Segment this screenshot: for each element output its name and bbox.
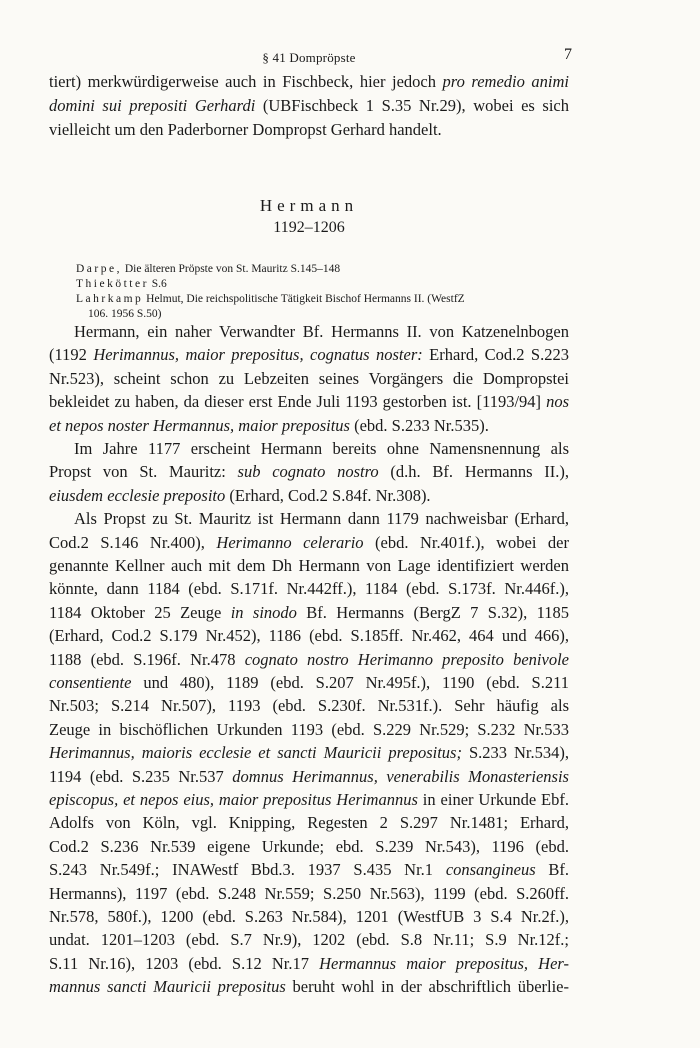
section-heading-dates: 1192–1206 xyxy=(273,219,345,236)
text-run: (Erhard, Cod.2 S.179 Nr.452), 1186 (ebd. S.185ff. Nr.462, 464 und 466), xyxy=(49,626,569,646)
literature-text: S.6 xyxy=(148,278,167,290)
text-line xyxy=(49,392,569,412)
literature-author: Lahrkamp xyxy=(76,293,144,305)
italic-quote: eiusdem ecclesie preposito xyxy=(49,485,226,505)
literature-text: Die älteren Pröpste von St. Mauritz S.145–148 xyxy=(121,263,341,275)
text-run: Cod.2 S.146 Nr.400), xyxy=(49,532,217,552)
text-run: Nr.523), scheint schon zu Lebzeiten seines Vorgängers die Dompropstei xyxy=(49,368,569,388)
text-run: Bf. Hermanns (BergZ 7 S.32), 1185 xyxy=(296,602,569,622)
italic-quote: Herimanno celerario xyxy=(216,532,364,552)
literature-text: 106. 1956 S.50) xyxy=(88,308,162,320)
italic-quote: nos xyxy=(546,392,569,412)
text-line xyxy=(74,439,569,459)
literature-author: Thiekötter xyxy=(76,278,149,290)
italic-quote: Hermannus maior prepositus, Her- xyxy=(319,953,569,973)
italic-quote: consentiente xyxy=(49,673,132,692)
text-run: Nr.503; S.214 Nr.507), 1193 (ebd. S.230f. Nr.531f.). Sehr häufig als xyxy=(49,696,569,716)
literature-entry xyxy=(76,292,569,306)
text-run: (UBFischbeck 1 S.35 Nr.29), wobei es sich xyxy=(255,96,569,115)
text-line xyxy=(49,603,569,623)
text-line xyxy=(49,579,569,599)
text-run: und 480), 1189 (ebd. S.207 Nr.495f.), 1190 (ebd. S.211 xyxy=(131,673,569,692)
text-run: könnte, dann 1184 (ebd. S.171f. Nr.442ff.), 1184 (ebd. S.173f. Nr.446f.), xyxy=(49,579,569,599)
text-line xyxy=(49,673,569,693)
text-line xyxy=(49,767,569,787)
italic-quote: mannus sancti Mauricii prepositus xyxy=(49,977,286,997)
text-run: vielleicht um den Paderborner Dompropst Gerhard handelt. xyxy=(49,120,442,139)
text-line xyxy=(49,462,569,482)
text-line xyxy=(49,533,569,553)
text-run: Cod.2 S.236 Nr.539 eigene Urkunde; ebd. S.239 Nr.543), 1196 (ebd. xyxy=(49,836,569,856)
text-line xyxy=(49,556,569,576)
text-run: 1184 Oktober 25 Zeuge xyxy=(49,602,231,622)
text-line xyxy=(49,790,569,810)
text-line xyxy=(49,743,569,763)
text-run: 1194 (ebd. S.235 Nr.537 xyxy=(49,766,233,786)
text-run: S.243 Nr.549f.; INAWestf Bbd.3. 1937 S.435 Nr.1 xyxy=(49,860,446,880)
text-line xyxy=(49,345,569,365)
text-line xyxy=(74,322,569,342)
text-run: Propst von St. Mauritz: xyxy=(49,462,238,482)
text-run: S.11 Nr.16), 1203 (ebd. S.12 Nr.17 xyxy=(49,953,320,973)
italic-quote: consangineus xyxy=(445,860,536,880)
literature-author: Darpe, xyxy=(76,263,122,275)
text-run: genannte Kellner auch mit dem Dh Hermann von Lage identifiziert werden xyxy=(49,556,569,575)
text-run: Hermanns), 1197 (ebd. S.248 Nr.559; S.250 Nr.563), 1199 (ebd. S.260ff. xyxy=(49,883,569,903)
text-run: Als Propst zu St. Mauritz ist Hermann dann 1179 nachweisbar (Erhard, xyxy=(74,509,569,529)
italic-quote: Herimannus, maioris ecclesie et sancti Mauricii prepositus; xyxy=(49,743,462,763)
italic-quote: in sinodo xyxy=(230,602,297,622)
text-line xyxy=(49,977,569,997)
text-line xyxy=(49,369,569,389)
page-number: 7 xyxy=(564,46,572,63)
text-run: Nr.578, 580f.), 1200 (ebd. S.263 Nr.584), 1201 (WestfUB 3 S.4 Nr.2f.), xyxy=(49,907,569,926)
italic-quote: et nepos noster Hermannus, maior prepositus xyxy=(49,415,350,435)
text-run: 1188 (ebd. S.196f. Nr.478 xyxy=(49,649,245,669)
literature-entry xyxy=(88,307,581,321)
text-run: Hermann, ein naher Verwandter Bf. Hermanns II. von Katzenelnbogen xyxy=(74,322,569,341)
italic-quote: cognato nostro Herimanno preposito benivole xyxy=(244,649,569,669)
text-line xyxy=(49,96,569,116)
italic-quote: domini sui prepositi Gerhardi xyxy=(49,96,256,115)
text-line xyxy=(49,696,569,716)
text-line xyxy=(49,120,569,140)
text-line xyxy=(49,813,569,833)
italic-quote: pro remedio animi xyxy=(442,72,569,91)
text-line xyxy=(49,486,569,506)
text-line xyxy=(74,509,569,529)
text-run: S.233 Nr.534), xyxy=(461,743,569,763)
text-line xyxy=(49,907,569,927)
text-run: (d.h. Bf. Hermanns II.), xyxy=(378,462,569,482)
text-run: Im Jahre 1177 erscheint Hermann bereits ohne Namensnennung als xyxy=(74,439,569,458)
literature-text: Helmut, Die reichspolitische Tätigkeit Bischof Hermanns II. (WestfZ xyxy=(143,293,465,305)
text-run: Erhard, Cod.2 S.223 xyxy=(422,345,569,365)
text-run: undat. 1201–1203 (ebd. S.7 Nr.9), 1202 (ebd. S.8 Nr.11; S.9 Nr.12f.; xyxy=(49,930,569,950)
text-run: tiert) merkwürdigerweise auch in Fischbeck, hier jedoch xyxy=(49,72,443,91)
section-heading-name: Hermann xyxy=(259,196,359,215)
text-line xyxy=(49,650,569,670)
text-run: in einer Urkunde Ebf. xyxy=(417,790,569,809)
text-run: beruht wohl in der abschriftlich überlie- xyxy=(285,977,569,997)
italic-quote: Herimannus, maior prepositus, cognatus noster: xyxy=(93,345,423,365)
italic-quote: sub cognato nostro xyxy=(237,462,379,482)
text-run: bekleidet zu haben, da dieser erst Ende Juli 1193 gestorben ist. [1193/94] xyxy=(49,392,547,412)
literature-entry xyxy=(76,277,569,291)
text-run: (ebd. Nr.401f.), wobei der xyxy=(363,532,569,552)
text-line xyxy=(49,930,569,950)
text-line xyxy=(49,720,569,740)
text-line xyxy=(49,626,569,646)
running-head: § 41 Dompröpste xyxy=(262,50,356,65)
text-line xyxy=(49,72,569,92)
italic-quote: domnus Herimannus, venerabilis Monasteriensis xyxy=(232,766,569,786)
text-line xyxy=(49,837,569,857)
text-run: (1192 xyxy=(49,345,94,365)
text-run: (Erhard, Cod.2 S.84f. Nr.308). xyxy=(225,485,431,505)
text-run: (ebd. S.233 Nr.535). xyxy=(349,415,489,435)
text-line xyxy=(49,860,569,880)
italic-quote: episcopus, et nepos eius, maior prepositus Herimannus xyxy=(49,790,418,809)
literature-entry xyxy=(76,262,569,276)
text-line xyxy=(49,954,569,974)
text-run: Adolfs von Köln, vgl. Knipping, Regesten 2 S.297 Nr.1481; Erhard, xyxy=(49,813,569,833)
text-line xyxy=(49,416,569,436)
text-run: Zeuge in bischöflichen Urkunden 1193 (ebd. S.229 Nr.529; S.232 Nr.533 xyxy=(49,719,569,739)
text-line xyxy=(49,884,569,904)
text-run: Bf. xyxy=(535,860,569,880)
